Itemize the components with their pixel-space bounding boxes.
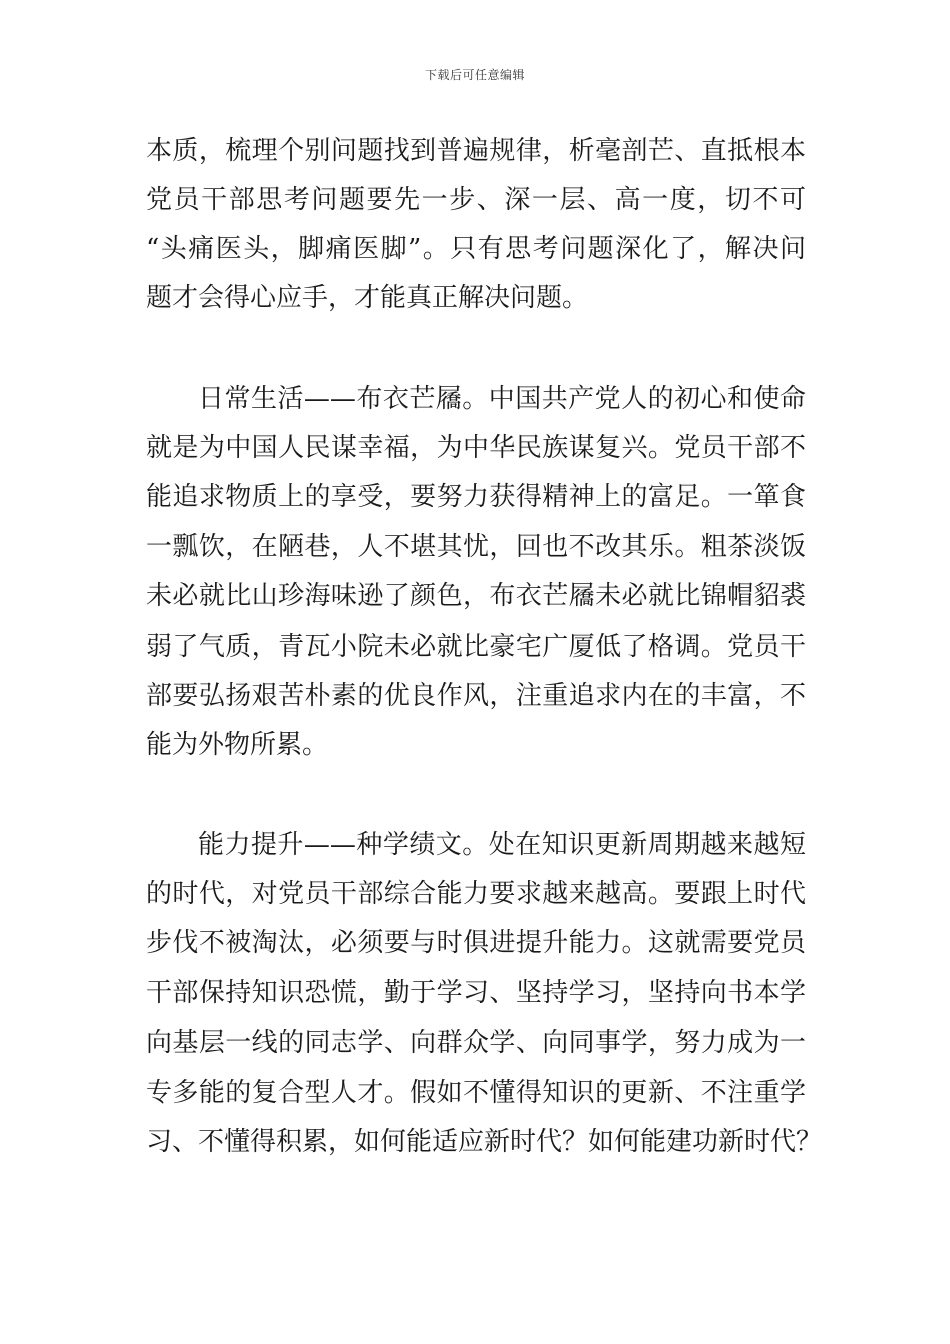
paragraph-line: 题才会得心应手，才能真正解决问题。: [146, 283, 589, 313]
paragraph-line: 步伐不被淘汰，必须要与时俱进提升能力。这就需要党员: [146, 928, 806, 958]
paragraph-line: 能追求物质上的享受，要努力获得精神上的富足。一箪食: [146, 482, 806, 512]
paragraph-line: “头痛医头，脚痛医脚”。只有思考问题深化了，解决问: [146, 234, 806, 264]
paragraph-line: 专多能的复合型人才。假如不懂得知识的更新、不注重学: [146, 1078, 806, 1108]
paragraph-line: 日常生活——布衣芒屩。中国共产党人的初心和使命: [198, 384, 806, 414]
paragraph-line: 习、不懂得积累，如何能适应新时代？如何能建功新时代？: [146, 1127, 823, 1157]
paragraph-line: 部要弘扬艰苦朴素的优良作风，注重追求内在的丰富，不: [146, 681, 806, 711]
paragraph-line: 党员干部思考问题要先一步、深一层、高一度，切不可: [146, 185, 806, 215]
paragraph-line: 能力提升——种学绩文。处在知识更新周期越来越短: [198, 830, 806, 860]
paragraph-line: 一瓢饮，在陋巷，人不堪其忧，回也不改其乐。粗茶淡饭: [146, 532, 806, 562]
paragraph-line: 就是为中国人民谋幸福，为中华民族谋复兴。党员干部不: [146, 433, 806, 463]
paragraph-line: 未必就比山珍海味逊了颜色，布衣芒屩未必就比锦帽貂裘: [146, 581, 806, 611]
paragraph-line: 弱了气质，青瓦小院未必就比豪宅广厦低了格调。党员干: [146, 632, 806, 662]
paragraph-line: 本质，梳理个别问题找到普遍规律，析毫剖芒、直抵根本: [146, 136, 806, 166]
paragraph-line: 向基层一线的同志学、向群众学、向同事学，努力成为一: [146, 1028, 806, 1058]
header-note: 下载后可任意编辑: [424, 68, 525, 82]
paragraph-line: 的时代，对党员干部综合能力要求越来越高。要跟上时代: [146, 879, 806, 909]
paragraph-line: 能为外物所累。: [146, 730, 329, 760]
paragraph-line: 干部保持知识恐慌，勤于学习、坚持学习，坚持向书本学: [146, 978, 806, 1008]
